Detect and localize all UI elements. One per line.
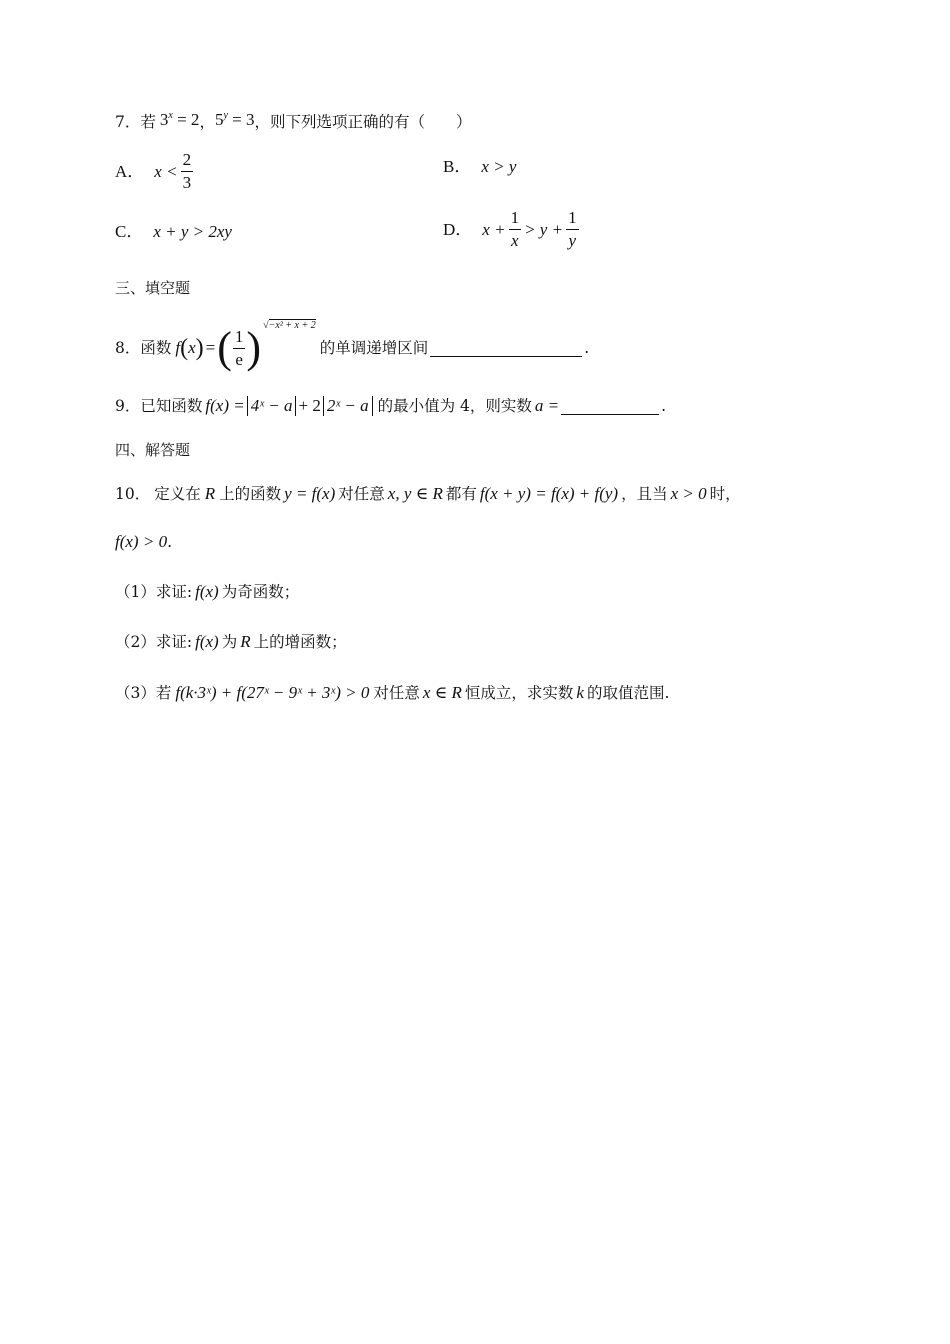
section-3-heading: 三、填空题 bbox=[115, 279, 191, 297]
q7-option-d bbox=[443, 208, 582, 251]
q7-stem-prefix: 若 bbox=[140, 112, 156, 131]
q9-end: . bbox=[661, 397, 667, 415]
q7-stem-suffix: ，则下列选项正确的有（ ） bbox=[254, 112, 472, 131]
q10-p2-text: 为 bbox=[221, 633, 238, 651]
q7-option-b bbox=[443, 155, 516, 179]
q10-p3-expr: f(k·3ˣ) + f(27ˣ − 9ˣ + 3ˣ) > 0 bbox=[175, 683, 370, 702]
q9-stem bbox=[115, 394, 666, 418]
q10-identity: f(x + y) = f(x) + f(y) bbox=[479, 484, 619, 503]
option-c-label: C． bbox=[115, 222, 144, 241]
q10-text-b: 上的函数 bbox=[219, 485, 282, 503]
q10-p3-text2: 恒成立，求实数 bbox=[464, 684, 574, 702]
q10-part-2 bbox=[115, 630, 347, 654]
q10-p2-text2: 上的增函数； bbox=[253, 633, 347, 651]
q10-p1-label: （1）求证: bbox=[115, 583, 193, 601]
q10-p2-label: （2）求证: bbox=[115, 633, 193, 651]
q10-vars: x, y ∈ R bbox=[387, 484, 443, 503]
q10-line2-end: . bbox=[167, 533, 172, 551]
q10-part-3 bbox=[115, 681, 669, 705]
q10-text-a: 定义在 bbox=[154, 485, 201, 503]
q9-answer-blank[interactable] bbox=[561, 398, 659, 415]
q10-part-1 bbox=[115, 580, 299, 604]
q10-p3-cond: x ∈ R bbox=[422, 683, 462, 702]
q10-p2-R: R bbox=[240, 632, 251, 651]
section-4-heading: 四、解答题 bbox=[115, 441, 191, 459]
option-d-fraction2: $\frac{1}{y}$ bbox=[568, 208, 577, 250]
option-d-fraction1: $\frac{1}{x}$ bbox=[510, 208, 520, 250]
q9-abs2: 2ˣ − a bbox=[323, 396, 373, 416]
q9-func: f(x) = bbox=[205, 396, 245, 415]
q8-base-fraction: $\frac{1}{e}$ bbox=[234, 326, 244, 369]
option-b-expr: x > y bbox=[481, 157, 517, 176]
q9-a-eq: a = bbox=[534, 396, 560, 415]
option-a-label: A． bbox=[115, 161, 145, 181]
q9-abs1: 4ˣ − a bbox=[247, 396, 297, 416]
q8-f: f bbox=[175, 338, 181, 357]
q10-R: R bbox=[204, 484, 216, 503]
q7-stem bbox=[115, 108, 472, 135]
q10-p1-expr: f(x) bbox=[195, 582, 219, 601]
q7-eq1: $3^x = 2$ bbox=[159, 110, 200, 129]
option-d-mid: > y + bbox=[524, 219, 564, 239]
q10-p3-label: （3）若 bbox=[115, 684, 172, 702]
q7-separator: ， bbox=[199, 112, 215, 131]
q8-eq: = bbox=[205, 338, 216, 357]
q8-answer-blank[interactable] bbox=[430, 340, 582, 357]
option-c-expr: x + y > 2xy bbox=[153, 222, 232, 241]
q7-option-a bbox=[115, 150, 196, 193]
q9-prefix: 已知函数 bbox=[140, 397, 203, 415]
q10-text-d: 都有 bbox=[445, 485, 477, 503]
q10-number: 10． bbox=[115, 485, 151, 503]
option-a-fraction: $\frac{2}{3}$ bbox=[182, 150, 192, 192]
q8-end: . bbox=[584, 339, 590, 357]
q10-p3-text3: 的取值范围. bbox=[586, 684, 670, 702]
q10-stem-line1 bbox=[115, 482, 741, 506]
q10-text-f: 时， bbox=[709, 485, 741, 503]
q10-positive-cond: f(x) > 0 bbox=[115, 532, 168, 551]
q10-func-def: y = f(x) bbox=[284, 484, 336, 503]
q9-plus2: + 2 bbox=[298, 396, 321, 415]
q10-text-c: 对任意 bbox=[338, 485, 385, 503]
q10-p3-text: 对任意 bbox=[373, 684, 420, 702]
q9-suffix: 的最小值为 4，则实数 bbox=[377, 397, 532, 415]
option-d-label: D． bbox=[443, 219, 473, 239]
option-a-lhs: x < bbox=[154, 161, 178, 181]
q7-eq2: $5^y = 3$ bbox=[214, 110, 255, 129]
q7-option-c bbox=[115, 220, 232, 244]
q10-p2-expr: f(x) bbox=[195, 632, 219, 651]
q8-exponent: √−x² + x + 2 bbox=[263, 320, 316, 331]
q10-cond: x > 0 bbox=[670, 484, 707, 503]
q9-number: 9． bbox=[115, 397, 141, 415]
q8-x: x bbox=[188, 338, 196, 357]
option-d-x: x + bbox=[482, 219, 506, 239]
q8-suffix: 的单调递增区间 bbox=[319, 339, 429, 357]
q8-stem: 8． 函数 f ( x ) = ( $\frac{1}{e}$ ) √−x² + x + 2 的单调递增区间 . bbox=[115, 326, 589, 370]
q8-number: 8． bbox=[115, 339, 141, 357]
q7-number: 7． bbox=[115, 112, 141, 131]
q10-p3-k: k bbox=[576, 683, 584, 702]
q10-text-e: ，且当 bbox=[621, 485, 668, 503]
q10-p1-text: 为奇函数； bbox=[221, 583, 300, 601]
option-b-label: B． bbox=[443, 157, 472, 176]
q10-stem-line2 bbox=[115, 530, 172, 554]
q8-prefix: 函数 bbox=[140, 339, 172, 357]
